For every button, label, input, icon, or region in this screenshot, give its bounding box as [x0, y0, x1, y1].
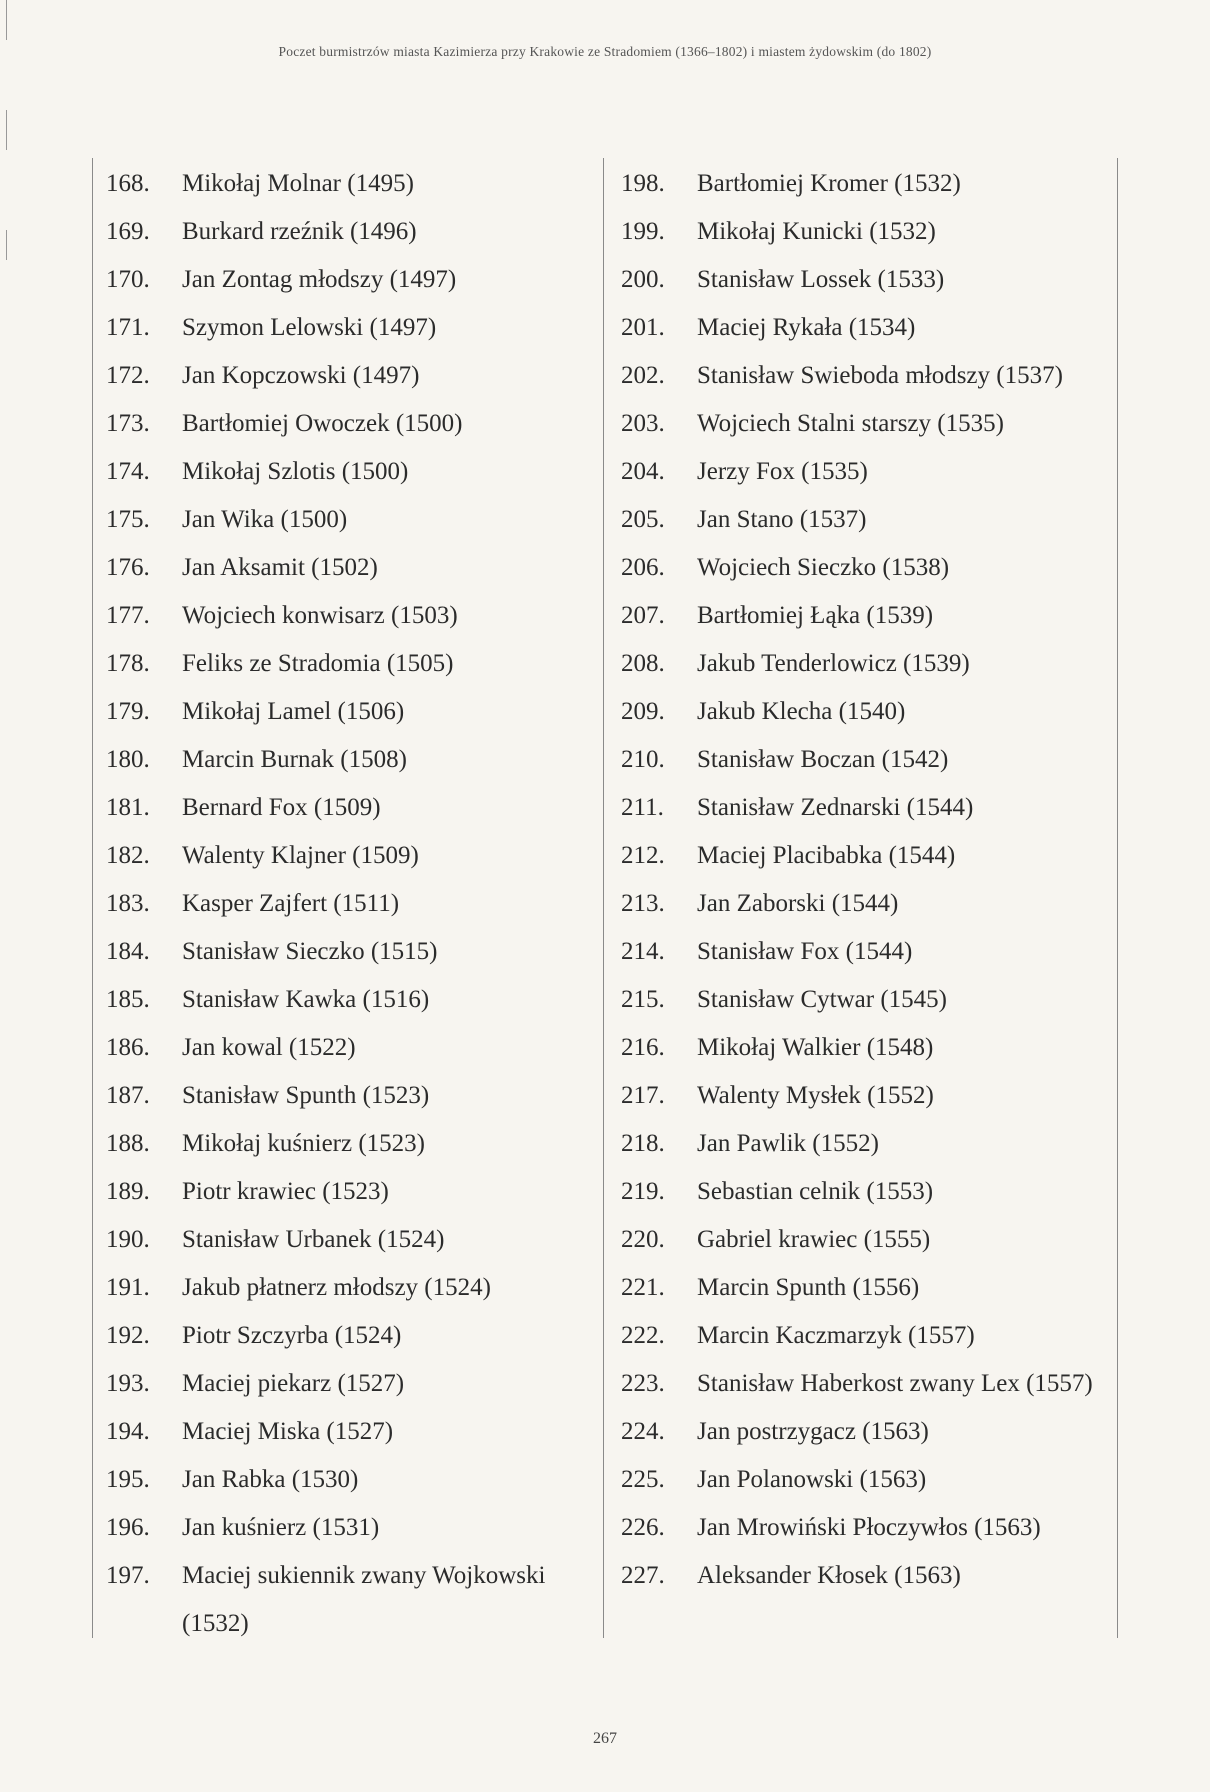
list-item — [106, 1072, 606, 1120]
entry-number: 218. — [621, 1130, 665, 1157]
list-item — [621, 1408, 1121, 1456]
list-item — [106, 1552, 606, 1648]
entry-number: 190. — [106, 1226, 150, 1253]
entry-number: 224. — [621, 1418, 665, 1445]
entry-name: Jan kowal (1522) — [182, 1034, 356, 1061]
list-item — [106, 784, 606, 832]
entry-name: Piotr krawiec (1523) — [182, 1178, 389, 1205]
scan-edge-mark — [6, 0, 7, 40]
list-item — [106, 688, 606, 736]
entry-name: Sebastian celnik (1553) — [697, 1178, 934, 1205]
entry-name: Jan Aksamit (1502) — [182, 554, 378, 581]
list-item — [106, 400, 606, 448]
entry-name: Mikołaj kuśnierz (1523) — [182, 1130, 426, 1157]
entry-name: Stanisław Lossek (1533) — [697, 266, 945, 293]
list-item — [621, 928, 1121, 976]
scan-edge-mark — [6, 110, 7, 150]
entry-name: Wojciech konwisarz (1503) — [182, 602, 458, 629]
entry-name: Stanisław Zednarski (1544) — [697, 794, 974, 821]
list-item — [621, 1552, 1121, 1600]
list-item — [106, 592, 606, 640]
list-item — [621, 256, 1121, 304]
entry-number: 219. — [621, 1178, 665, 1205]
entry-number: 217. — [621, 1082, 665, 1109]
entry-number: 198. — [621, 170, 665, 197]
list-item — [621, 880, 1121, 928]
list-item — [621, 544, 1121, 592]
list-item — [621, 1504, 1121, 1552]
entry-number: 225. — [621, 1466, 665, 1493]
list-item — [106, 832, 606, 880]
entry-name: Mikołaj Walkier (1548) — [697, 1034, 934, 1061]
entry-name: Jan Wika (1500) — [182, 506, 348, 533]
entry-number: 174. — [106, 458, 150, 485]
entry-name: Feliks ze Stradomia (1505) — [182, 650, 454, 677]
list-item — [106, 1312, 606, 1360]
entry-name: Walenty Klajner (1509) — [182, 842, 419, 869]
entry-name: Mikołaj Kunicki (1532) — [697, 218, 936, 245]
entry-number: 209. — [621, 698, 665, 725]
list-item — [621, 1360, 1121, 1408]
entry-name: Gabriel krawiec (1555) — [697, 1226, 931, 1253]
entry-name: Wojciech Stalni starszy (1535) — [697, 410, 1004, 437]
entry-number: 207. — [621, 602, 665, 629]
list-item — [621, 1312, 1121, 1360]
entry-name: Maciej sukiennik zwany Wojkowski (1532) — [182, 1562, 546, 1637]
entry-name: Stanisław Sieczko (1515) — [182, 938, 438, 965]
entry-name: Stanisław Spunth (1523) — [182, 1082, 430, 1109]
entry-name: Maciej Placibabka (1544) — [697, 842, 956, 869]
list-item — [621, 496, 1121, 544]
list-item — [106, 976, 606, 1024]
entry-name: Kasper Zajfert (1511) — [182, 890, 400, 917]
entry-number: 211. — [621, 794, 664, 821]
entry-number: 208. — [621, 650, 665, 677]
entry-number: 168. — [106, 170, 150, 197]
list-item — [621, 1072, 1121, 1120]
entry-number: 214. — [621, 938, 665, 965]
entry-name: Bernard Fox (1509) — [182, 794, 381, 821]
entry-number: 215. — [621, 986, 665, 1013]
entry-number: 212. — [621, 842, 665, 869]
entry-number: 179. — [106, 698, 150, 725]
list-item — [621, 976, 1121, 1024]
entry-number: 222. — [621, 1322, 665, 1349]
list-item — [621, 688, 1121, 736]
list-item — [621, 400, 1121, 448]
entry-number: 185. — [106, 986, 150, 1013]
page-number: 267 — [593, 1730, 617, 1747]
entry-number: 189. — [106, 1178, 150, 1205]
list-item — [621, 304, 1121, 352]
entry-number: 180. — [106, 746, 150, 773]
entry-name: Marcin Burnak (1508) — [182, 746, 407, 773]
entry-name: Jan Stano (1537) — [697, 506, 867, 533]
entry-number: 182. — [106, 842, 150, 869]
entry-name: Bartłomiej Łąka (1539) — [697, 602, 934, 629]
list-item — [106, 496, 606, 544]
entry-number: 186. — [106, 1034, 150, 1061]
list-item — [106, 1120, 606, 1168]
entry-number: 201. — [621, 314, 665, 341]
entry-number: 227. — [621, 1562, 665, 1589]
entry-name: Mikołaj Lamel (1506) — [182, 698, 405, 725]
list-item — [621, 592, 1121, 640]
entry-name: Jerzy Fox (1535) — [697, 458, 868, 485]
entry-name: Jan postrzygacz (1563) — [697, 1418, 929, 1445]
entry-number: 200. — [621, 266, 665, 293]
list-item — [106, 1360, 606, 1408]
list-item — [621, 1216, 1121, 1264]
entry-name: Stanisław Fox (1544) — [697, 938, 913, 965]
entry-number: 199. — [621, 218, 665, 245]
entry-number: 176. — [106, 554, 150, 581]
entry-number: 178. — [106, 650, 150, 677]
list-item — [106, 352, 606, 400]
entry-name: Jan kuśnierz (1531) — [182, 1514, 380, 1541]
list-item — [621, 208, 1121, 256]
entry-number: 216. — [621, 1034, 665, 1061]
entry-name: Walenty Mysłek (1552) — [697, 1082, 934, 1109]
entry-name: Stanisław Swieboda młodszy (1537) — [697, 362, 1063, 389]
entry-name: Bartłomiej Owoczek (1500) — [182, 410, 463, 437]
list-item — [106, 736, 606, 784]
entry-number: 226. — [621, 1514, 665, 1541]
entry-name: Jakub płatnerz młodszy (1524) — [182, 1274, 491, 1301]
list-item — [621, 448, 1121, 496]
list-item — [621, 1264, 1121, 1312]
entry-name: Jakub Klecha (1540) — [697, 698, 906, 725]
list-item — [621, 784, 1121, 832]
entry-number: 203. — [621, 410, 665, 437]
entry-name: Marcin Spunth (1556) — [697, 1274, 920, 1301]
list-item — [106, 928, 606, 976]
entry-number: 192. — [106, 1322, 150, 1349]
entry-number: 193. — [106, 1370, 150, 1397]
list-item — [621, 832, 1121, 880]
entry-number: 183. — [106, 890, 150, 917]
entry-number: 205. — [621, 506, 665, 533]
scan-edge-mark — [6, 230, 7, 260]
list-item — [106, 1024, 606, 1072]
entry-number: 188. — [106, 1130, 150, 1157]
list-item — [106, 448, 606, 496]
entry-name: Mikołaj Molnar (1495) — [182, 170, 414, 197]
entry-number: 169. — [106, 218, 150, 245]
entry-name: Burkard rzeźnik (1496) — [182, 218, 417, 245]
entry-number: 220. — [621, 1226, 665, 1253]
list-item — [106, 1168, 606, 1216]
entry-name: Bartłomiej Kromer (1532) — [697, 170, 961, 197]
entry-number: 175. — [106, 506, 150, 533]
list-item — [621, 160, 1121, 208]
list-item — [106, 880, 606, 928]
entry-name: Mikołaj Szlotis (1500) — [182, 458, 409, 485]
entry-number: 197. — [106, 1562, 150, 1589]
entry-name: Maciej Rykała (1534) — [697, 314, 916, 341]
entry-number: 184. — [106, 938, 150, 965]
list-item — [621, 736, 1121, 784]
entry-name: Szymon Lelowski (1497) — [182, 314, 437, 341]
column-rule-left — [92, 158, 93, 1638]
list-column-left — [106, 160, 606, 1648]
entry-name: Wojciech Sieczko (1538) — [697, 554, 950, 581]
entry-number: 191. — [106, 1274, 150, 1301]
entry-number: 181. — [106, 794, 150, 821]
entry-name: Jan Kopczowski (1497) — [182, 362, 420, 389]
entry-name: Jan Rabka (1530) — [182, 1466, 359, 1493]
list-item — [621, 1024, 1121, 1072]
entry-number: 171. — [106, 314, 150, 341]
entry-number: 194. — [106, 1418, 150, 1445]
entry-name: Piotr Szczyrba (1524) — [182, 1322, 402, 1349]
entry-name: Stanisław Boczan (1542) — [697, 746, 949, 773]
entry-name: Jan Pawlik (1552) — [697, 1130, 879, 1157]
entry-name: Stanisław Kawka (1516) — [182, 986, 430, 1013]
list-item — [621, 1168, 1121, 1216]
entry-number: 187. — [106, 1082, 150, 1109]
entry-number: 173. — [106, 410, 150, 437]
entry-number: 172. — [106, 362, 150, 389]
entry-number: 206. — [621, 554, 665, 581]
running-header: Poczet burmistrzów miasta Kazimierza przy Krakowie ze Stradomiem (1366–1802) i miastem żydowskim (do 1802) — [278, 44, 932, 59]
entry-number: 221. — [621, 1274, 665, 1301]
entry-name: Maciej piekarz (1527) — [182, 1370, 405, 1397]
list-item — [621, 1456, 1121, 1504]
entry-name: Jan Zaborski (1544) — [697, 890, 899, 917]
entry-number: 170. — [106, 266, 150, 293]
list-item — [106, 160, 606, 208]
entry-number: 204. — [621, 458, 665, 485]
list-item — [106, 640, 606, 688]
list-item — [106, 1264, 606, 1312]
list-item — [106, 544, 606, 592]
list-item — [106, 1504, 606, 1552]
entry-number: 202. — [621, 362, 665, 389]
list-item — [621, 640, 1121, 688]
list-item — [106, 1408, 606, 1456]
entry-number: 210. — [621, 746, 665, 773]
entry-number: 223. — [621, 1370, 665, 1397]
list-item — [106, 1216, 606, 1264]
entry-name: Stanisław Haberkost zwany Lex (1557) — [697, 1370, 1093, 1397]
entry-name: Jan Mrowiński Płoczywłos (1563) — [697, 1514, 1041, 1541]
list-column-right — [621, 160, 1121, 1600]
entry-name: Jakub Tenderlowicz (1539) — [697, 650, 970, 677]
entry-name: Maciej Miska (1527) — [182, 1418, 394, 1445]
entry-number: 196. — [106, 1514, 150, 1541]
list-item — [621, 1120, 1121, 1168]
entry-name: Stanisław Cytwar (1545) — [697, 986, 947, 1013]
list-item — [106, 256, 606, 304]
list-item — [621, 352, 1121, 400]
entry-name: Jan Polanowski (1563) — [697, 1466, 927, 1493]
entry-name: Jan Zontag młodszy (1497) — [182, 266, 457, 293]
entry-number: 195. — [106, 1466, 150, 1493]
list-item — [106, 208, 606, 256]
list-item — [106, 304, 606, 352]
list-item — [106, 1456, 606, 1504]
entry-name: Marcin Kaczmarzyk (1557) — [697, 1322, 975, 1349]
entry-number: 213. — [621, 890, 665, 917]
entry-name: Stanisław Urbanek (1524) — [182, 1226, 445, 1253]
entry-name: Aleksander Kłosek (1563) — [697, 1562, 961, 1589]
entry-number: 177. — [106, 602, 150, 629]
